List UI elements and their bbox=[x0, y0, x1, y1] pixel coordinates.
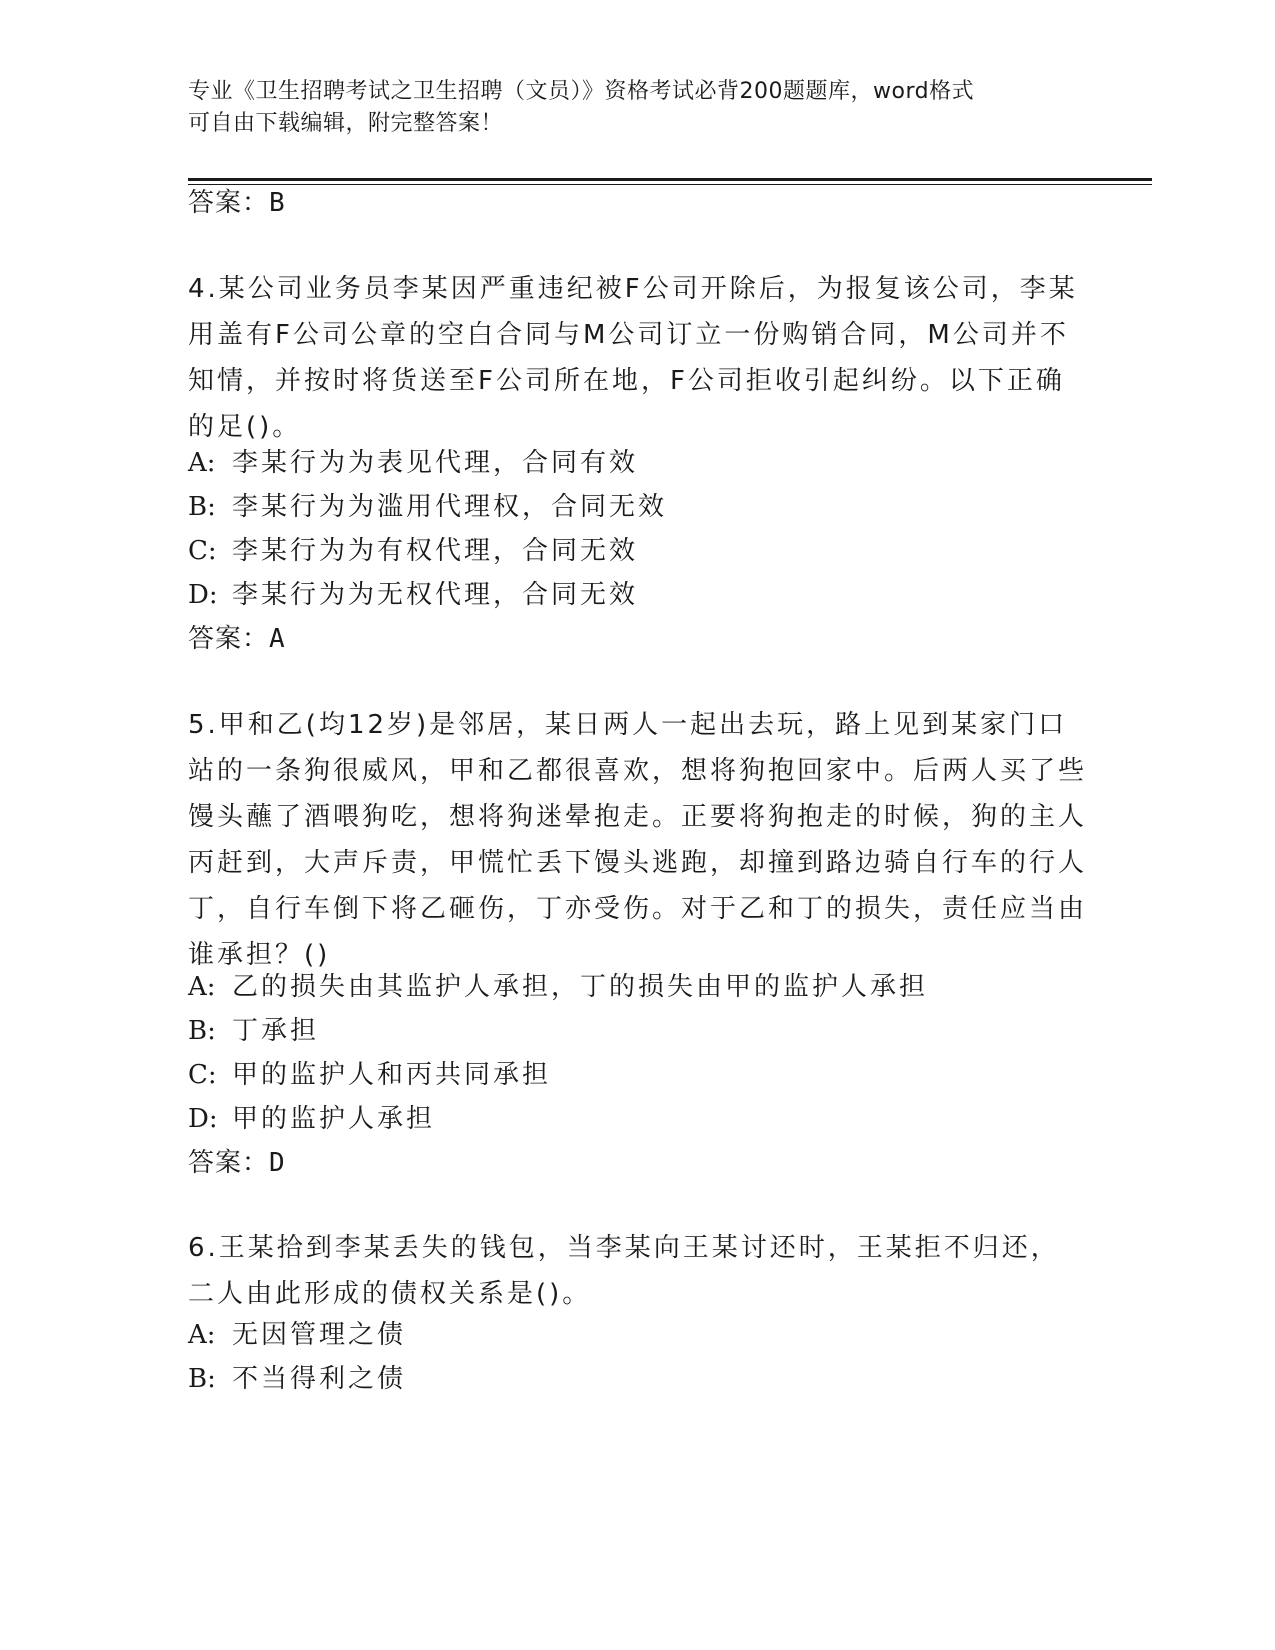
question-5-option-b bbox=[188, 1014, 1088, 1048]
header-divider-thin bbox=[188, 184, 1152, 185]
question-6-stem: 6.王某拾到李某丢失的钱包，当李某向王某讨还时，王某拒不归还，二人由此形成的债权关系是()。 bbox=[188, 1233, 1060, 1309]
option-key: B: bbox=[188, 1016, 216, 1046]
option-key: D: bbox=[188, 1104, 218, 1134]
option-text: 甲的监护人承担 bbox=[232, 1104, 436, 1134]
question-5-option-c bbox=[188, 1058, 1088, 1092]
question-4-option-d bbox=[188, 578, 1088, 612]
question-5-stem: 5.甲和乙(均12岁)是邻居，某日两人一起出去玩，路上见到某家门口站的一条狗很威风，甲和乙都很喜欢，想将狗抱回家中。后两人买了些馒头蘸了酒喂狗吃，想将狗迷晕抱走。正要将狗抱走的时候，狗的主人丙赶到，大声斥责，甲慌忙丢下馒头逃跑，却撞到路边骑自行车的行人丁，自行车倒下将乙砸伤，丁亦受伤。对于乙和丁的损失，责任应当由谁承担？() bbox=[188, 710, 1088, 970]
option-text: 无因管理之债 bbox=[232, 1320, 407, 1350]
option-key: A: bbox=[188, 972, 216, 1002]
question-5-option-a bbox=[188, 970, 1088, 1004]
option-key: B: bbox=[188, 492, 216, 522]
option-text: 李某行为为滥用代理权，合同无效 bbox=[232, 492, 668, 522]
answer-q3 bbox=[188, 186, 286, 220]
option-key: A: bbox=[188, 1320, 216, 1350]
answer-label: 答案： bbox=[188, 624, 270, 654]
document-header bbox=[188, 76, 1088, 140]
option-key: B: bbox=[188, 1364, 216, 1394]
question-6-option-a bbox=[188, 1318, 1088, 1352]
option-text: 李某行为为无权代理，合同无效 bbox=[232, 580, 639, 610]
header-divider-thick bbox=[188, 178, 1152, 181]
answer-value: A bbox=[269, 624, 286, 654]
option-key: A: bbox=[188, 448, 216, 478]
question-6-option-b bbox=[188, 1362, 1088, 1396]
answer-q5 bbox=[188, 1146, 286, 1180]
option-text: 李某行为为有权代理，合同无效 bbox=[232, 536, 639, 566]
header-line-1: 专业《卫生招聘考试之卫生招聘（文员）》资格考试必背200题题库，word格式 bbox=[188, 79, 975, 104]
question-4-stem: 4.某公司业务员李某因严重违纪被F公司开除后，为报复该公司，李某用盖有F公司公章的空白合同与M公司订立一份购销合同，M公司并不知情，并按时将货送至F公司所在地，F公司拒收引起纠纷。以下正确的足()。 bbox=[188, 274, 1078, 442]
question-5-option-d bbox=[188, 1102, 1088, 1136]
header-line-2: 可自由下载编辑，附完整答案！ bbox=[188, 111, 504, 136]
option-text: 丁承担 bbox=[232, 1016, 320, 1046]
question-4-option-a bbox=[188, 446, 1088, 480]
option-text: 甲的监护人和丙共同承担 bbox=[232, 1060, 552, 1090]
option-key: C: bbox=[188, 536, 217, 566]
question-4-option-b bbox=[188, 490, 1088, 524]
answer-value: B bbox=[269, 188, 286, 218]
answer-label: 答案： bbox=[188, 188, 270, 218]
option-text: 乙的损失由其监护人承担，丁的损失由甲的监护人承担 bbox=[232, 972, 929, 1002]
answer-value: D bbox=[269, 1148, 286, 1178]
option-text: 李某行为为表见代理，合同有效 bbox=[232, 448, 639, 478]
option-text: 不当得利之债 bbox=[232, 1364, 407, 1394]
answer-label: 答案： bbox=[188, 1148, 270, 1178]
option-key: D: bbox=[188, 580, 218, 610]
question-4-option-c bbox=[188, 534, 1088, 568]
option-key: C: bbox=[188, 1060, 217, 1090]
answer-q4 bbox=[188, 622, 286, 656]
